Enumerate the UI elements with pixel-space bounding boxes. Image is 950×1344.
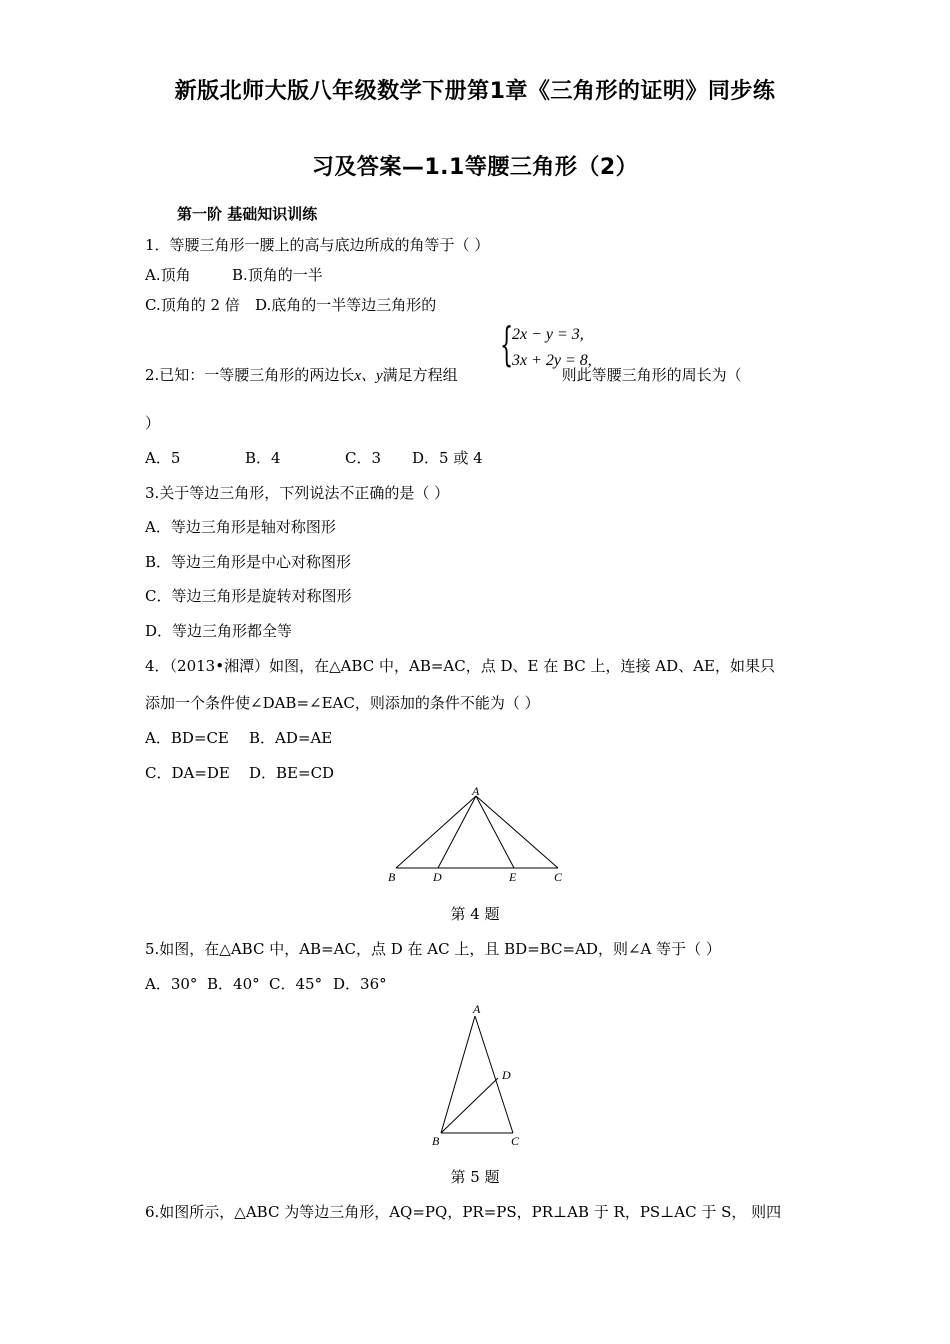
q4-label-a: A xyxy=(472,786,480,798)
q5-label-b: B xyxy=(432,1134,440,1148)
q3-option-a: A．等边三角形是轴对称图形 xyxy=(145,518,336,536)
q2-stem-after: 则此等腰三角形的周长为（ xyxy=(561,366,742,384)
q3-option-c: C．等边三角形是旋转对称图形 xyxy=(145,587,352,605)
q1-option-d: D.底角的一半等边三角形的 xyxy=(255,296,437,314)
q5-label-d: D xyxy=(502,1068,511,1082)
q2-brace: { xyxy=(500,317,514,371)
q5-caption: 第 5 题 xyxy=(450,1168,500,1186)
q2-equation-1: 2x − y = 3, xyxy=(512,326,584,343)
q6-stem: 6.如图所示，△ABC 为等边三角形，AQ=PQ，PR=PS，PR⊥AB 于 R，PS⊥AC 于 S， 则四 xyxy=(145,1203,782,1221)
document-title-line2: 习及答案—1.1等腰三角形（2） xyxy=(311,155,639,180)
q4-segment-ae xyxy=(476,796,514,868)
q2-option-b: B．4 xyxy=(245,449,281,467)
q4-figure xyxy=(380,786,580,886)
q2-stem-mid: 满足方程组 xyxy=(382,366,458,384)
q2-stem xyxy=(145,364,742,385)
q3-option-d: D．等边三角形都全等 xyxy=(145,622,293,640)
q4-stem-line1: 4．（2013•湘潭）如图，在△ABC 中，AB=AC，点 D、E 在 BC 上，连接 AD、AE，如果只 xyxy=(145,657,775,675)
q3-stem: 3.关于等边三角形，下列说法不正确的是（ ） xyxy=(145,484,450,502)
q2-option-c: C．3 xyxy=(345,449,382,467)
q4-caption: 第 4 题 xyxy=(450,905,500,923)
q4-label-c: C xyxy=(554,870,563,884)
q2-vars: x、y xyxy=(354,368,383,384)
q2-equation-2: 3x + 2y = 8, xyxy=(512,352,592,369)
q4-options-row1 xyxy=(145,727,332,748)
q4-option-a: A．BD=CE xyxy=(145,729,229,747)
q4-option-b: B．AD=AE xyxy=(249,729,333,747)
q5-segment-ab xyxy=(441,1016,475,1133)
q5-option-a: A．30° xyxy=(145,975,198,993)
q1-stem: 1．等腰三角形一腰上的高与底边所成的角等于（ ） xyxy=(145,236,490,254)
q5-label-c: C xyxy=(511,1134,520,1148)
q4-label-e: E xyxy=(509,870,517,884)
q2-stem-before: 2.已知：一等腰三角形的两边长 xyxy=(145,366,355,384)
q3-option-b: B．等边三角形是中心对称图形 xyxy=(145,553,352,571)
q4-option-c: C．DA=DE xyxy=(145,764,230,782)
q1-options-row1 xyxy=(145,264,323,285)
q5-option-c: C．45° xyxy=(269,975,323,993)
q5-option-d: D．36° xyxy=(333,975,387,993)
q4-segment-ab xyxy=(396,796,476,868)
q2-option-a: A．5 xyxy=(145,449,181,467)
q5-segment-bd xyxy=(441,1078,498,1133)
q4-label-b: B xyxy=(388,870,396,884)
q1-option-c: C.顶角的 2 倍 xyxy=(145,296,240,314)
q2-options xyxy=(145,447,483,468)
q4-stem-line2: 添加一个条件使∠DAB=∠EAC，则添加的条件不能为（ ） xyxy=(145,694,540,712)
q4-label-d: D xyxy=(433,870,442,884)
section-heading: 第一阶 基础知识训练 xyxy=(177,205,318,223)
q2-option-d: D．5 或 4 xyxy=(412,449,483,467)
q5-options xyxy=(145,973,387,994)
q5-option-b: B．40° xyxy=(207,975,260,993)
q2-stem-close: ） xyxy=(145,414,161,432)
q4-segment-ac xyxy=(476,796,558,868)
q5-figure xyxy=(425,1000,535,1152)
q5-label-a: A xyxy=(473,1002,481,1016)
q1-option-a: A.顶角 xyxy=(145,266,191,284)
document-title-line1: 新版北师大版八年级数学下册第1章《三角形的证明》同步练 xyxy=(174,79,776,104)
q5-stem: 5.如图，在△ABC 中，AB=AC，点 D 在 AC 上，且 BD=BC=AD，则∠A 等于（ ） xyxy=(145,940,721,958)
q4-option-d: D．BE=CD xyxy=(249,764,335,782)
q4-options-row2 xyxy=(145,762,334,783)
q4-segment-ad xyxy=(438,796,476,868)
q1-options-row2 xyxy=(145,294,436,315)
q1-option-b: B.顶角的一半 xyxy=(232,266,323,284)
